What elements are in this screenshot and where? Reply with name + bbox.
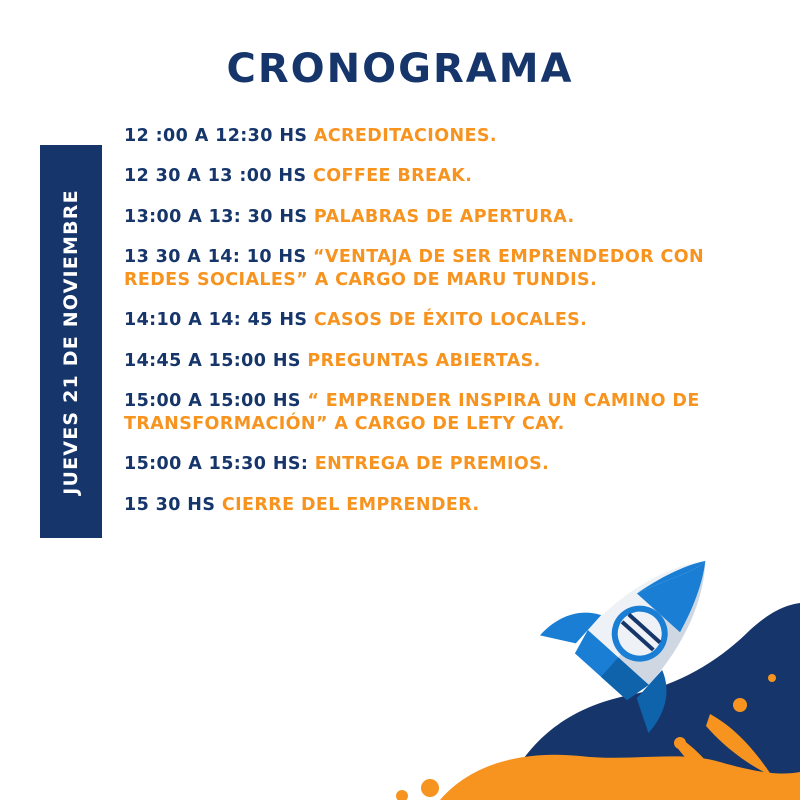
schedule-item	[124, 309, 724, 332]
rocket-base	[570, 630, 648, 704]
bubble-icon	[522, 776, 538, 792]
bubble-icon	[733, 698, 747, 712]
schedule-item	[124, 165, 724, 188]
rocket-illustration	[380, 500, 800, 800]
schedule-item	[124, 125, 724, 148]
rocket-nose-main	[637, 541, 727, 632]
schedule-item-time: 12 :00 A 12:30 HS	[124, 126, 308, 146]
rocket-hull	[588, 533, 736, 684]
schedule-item-desc: ACREDITACIONES.	[313, 126, 497, 146]
schedule-item	[124, 350, 724, 373]
schedule-item	[124, 494, 724, 517]
schedule-item-time: 12 30 A 13 :00 HS	[124, 166, 307, 187]
schedule-item	[124, 390, 724, 437]
date-bar	[40, 145, 102, 538]
schedule-item-desc: “ EMPRENDER INSPIRA UN CAMINO DE TRANSFORMACIÓN” A CARGO DE LETY CAY.	[124, 390, 700, 435]
window-stripe	[627, 613, 661, 644]
schedule-item-desc: PALABRAS DE APERTURA.	[313, 206, 575, 227]
schedule-item-desc: ENTREGA DE PREMIOS.	[314, 454, 550, 475]
schedule-item-time: 15:00 A 15:30 HS:	[124, 454, 309, 475]
schedule-item-time: 13:00 A 13: 30 HS	[124, 206, 308, 227]
window-stripe	[621, 620, 655, 651]
schedule-item	[124, 206, 724, 229]
ground-blob	[440, 755, 800, 800]
bubble-icon	[554, 781, 576, 800]
rocket-window-ring	[600, 594, 679, 673]
rocket-base-shade	[601, 657, 649, 704]
hill-shape	[500, 603, 800, 800]
schedule-item-desc: CIERRE DEL EMPRENDER.	[221, 494, 480, 515]
schedule-item-desc: “VENTAJA DE SER EMPRENDEDOR CON REDES SOCIALES” A CARGO DE MARU TUNDIS.	[124, 246, 705, 291]
schedule-item-time: 13 30 A 14: 10 HS	[124, 246, 307, 267]
flame-shape	[676, 738, 728, 792]
schedule-item	[124, 246, 724, 293]
flame-shape	[706, 714, 772, 776]
schedule-item-desc: COFFEE BREAK.	[312, 166, 473, 187]
bubble-icon	[674, 737, 686, 749]
schedule-item	[124, 453, 724, 476]
schedule-item-desc: CASOS DE ÉXITO LOCALES.	[313, 310, 588, 331]
schedule-item-desc: PREGUNTAS ABIERTAS.	[307, 350, 541, 371]
bubble-icon	[713, 721, 721, 729]
rocket-fin-right	[625, 670, 686, 733]
rocket-nose	[637, 541, 705, 612]
page-title: CRONOGRAMA	[226, 46, 574, 92]
rocket-fin-left	[540, 594, 601, 657]
schedule-list	[124, 125, 724, 534]
rocket-window-glass	[609, 603, 671, 665]
schedule-item-time: 14:45 A 15:00 HS	[124, 350, 301, 371]
schedule-item-time: 15 30 HS	[124, 494, 216, 515]
date-bar-label: JUEVES 21 DE NOVIEMBRE	[60, 188, 83, 495]
schedule-item-time: 15:00 A 15:00 HS	[124, 390, 301, 411]
rocket-hull-shade	[618, 561, 735, 685]
bubble-icon	[768, 674, 776, 682]
bubble-icon	[396, 790, 408, 800]
schedule-item-time: 14:10 A 14: 45 HS	[124, 310, 308, 331]
rocket-body	[540, 512, 760, 733]
bubble-icon	[421, 779, 439, 797]
